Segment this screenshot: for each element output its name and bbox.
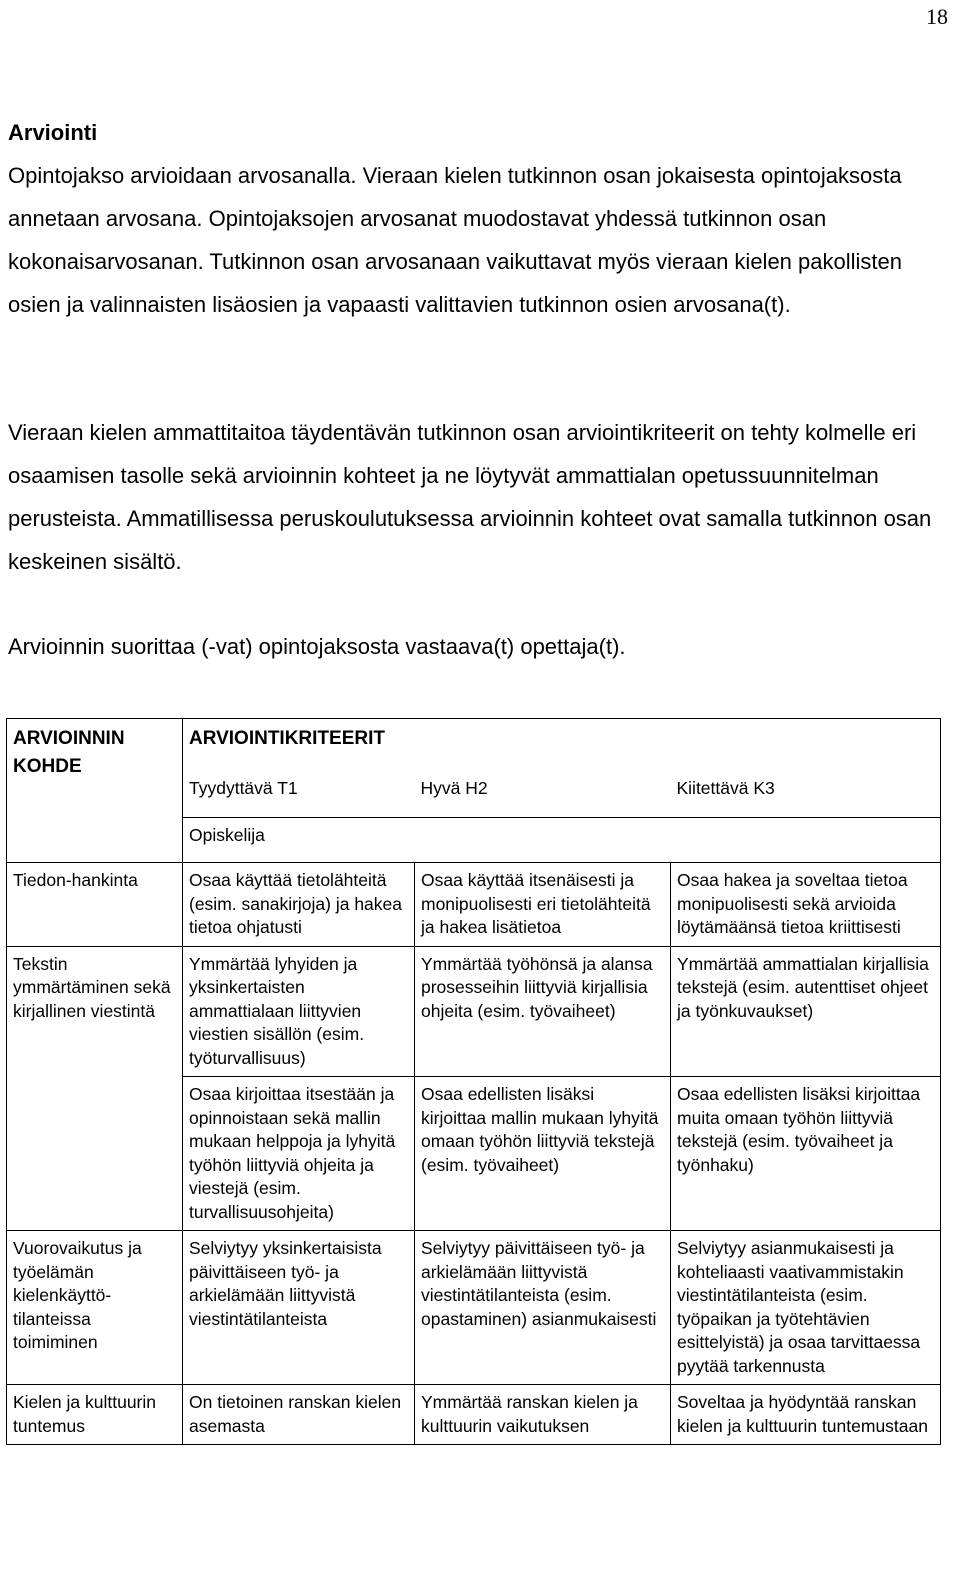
- table-row: [7, 1385, 941, 1445]
- table-header-row: [7, 719, 941, 766]
- row-k3: Osaa edellisten lisäksi kirjoittaa muita omaan työhön liittyviä tekstejä (esim. työvaiheet ja työnhaku): [671, 1077, 941, 1231]
- row-k3: Ymmärtää ammattialan kirjallisia tekstejä (esim. autenttiset ohjeet ja työnkuvaukset): [671, 946, 941, 1077]
- row-target: Tiedon-hankinta: [7, 863, 183, 947]
- row-target: Tekstin ymmärtäminen sekä kirjallinen viestintä: [7, 946, 183, 1231]
- row-t1: Osaa kirjoittaa itsestään ja opinnoistaan sekä mallin mukaan helppoja ja lyhyitä työhön liittyviä ohjeita ja viestejä (esim. turvallisuusohjeita): [183, 1077, 415, 1231]
- row-t1: Selviytyy yksinkertaisista päivittäiseen työ- ja arkielämään liittyvistä viestintätilanteista: [183, 1231, 415, 1385]
- row-k3: Selviytyy asianmukaisesti ja kohteliaasti vaativammistakin viestintätilanteista (esim. työpaikan ja työtehtävien esittelyistä) ja osaa tarvittaessa pyytää tarkennusta: [671, 1231, 941, 1385]
- row-h2: Osaa käyttää itsenäisesti ja monipuolisesti eri tietolähteitä ja hakea lisätietoa: [415, 863, 671, 947]
- row-t1: Osaa käyttää tietolähteitä (esim. sanakirjoja) ja hakea tietoa ohjatusti: [183, 863, 415, 947]
- level-h2: Hyvä H2: [415, 765, 671, 818]
- section-title: Arviointi: [8, 120, 98, 145]
- row-target: Vuorovaikutus ja työelämän kielenkäyttö-tilanteissa toimiminen: [7, 1231, 183, 1385]
- student-label: Opiskelija: [183, 818, 941, 863]
- header-criteria: ARVIOINTIKRITEERIT: [183, 719, 941, 766]
- paragraph-grading: Opintojakso arvioidaan arvosanalla. Vieraan kielen tutkinnon osan jokaisesta opintojaksosta annetaan arvosana. Opintojaksojen arvosanat muodostavat yhdessä tutkinnon osan kokonaisarvosanan. Tutkinnon osan arvosanaan vaikuttavat myös vieraan kielen pakollisten osien ja valinnaisten lisäosien ja vapaasti valittavien tutkinnon osien arvosana(t).: [8, 163, 902, 317]
- row-k3: Osaa hakea ja soveltaa tietoa monipuolisesti sekä arvioida löytämäänsä tietoa kriittisesti: [671, 863, 941, 947]
- row-k3: Soveltaa ja hyödyntää ranskan kielen ja kulttuurin tuntemustaan: [671, 1385, 941, 1445]
- level-k3: Kiitettävä K3: [671, 765, 941, 818]
- page-number: 18: [926, 4, 948, 29]
- table-row: [7, 1231, 941, 1385]
- table-row: [7, 863, 941, 947]
- row-h2: Ymmärtää ranskan kielen ja kulttuurin vaikutuksen: [415, 1385, 671, 1445]
- row-h2: Selviytyy päivittäiseen työ- ja arkielämään liittyvistä viestintätilanteista (esim. opastaminen) asianmukaisesti: [415, 1231, 671, 1385]
- row-t1: On tietoinen ranskan kielen asemasta: [183, 1385, 415, 1445]
- paragraph-assessor: Arvioinnin suorittaa (-vat) opintojaksosta vastaava(t) opettaja(t).: [8, 634, 626, 659]
- row-target: Kielen ja kulttuurin tuntemus: [7, 1385, 183, 1445]
- row-h2: Osaa edellisten lisäksi kirjoittaa mallin mukaan lyhyitä omaan työhön liittyviä tekstejä (esim. työvaiheet): [415, 1077, 671, 1231]
- header-target: ARVIOINNIN KOHDE: [7, 719, 183, 863]
- assessment-criteria-table: [6, 718, 941, 1445]
- table-row: [7, 946, 941, 1077]
- row-h2: Ymmärtää työhönsä ja alansa prosesseihin liittyviä kirjallisia ohjeita (esim. työvaiheet): [415, 946, 671, 1077]
- row-t1: Ymmärtää lyhyiden ja yksinkertaisten ammattialaan liittyvien viestien sisällön (esim. työturvallisuus): [183, 946, 415, 1077]
- level-t1: Tyydyttävä T1: [183, 765, 415, 818]
- paragraph-criteria: Vieraan kielen ammattitaitoa täydentävän tutkinnon osan arviointikriteerit on tehty kolmelle eri osaamisen tasolle sekä arvioinnin kohteet ja ne löytyvät ammattialan opetussuunnitelman perusteista. Ammatillisessa peruskoulutuksessa arvioinnin kohteet ovat samalla tutkinnon osan keskeinen sisältö.: [8, 420, 932, 574]
